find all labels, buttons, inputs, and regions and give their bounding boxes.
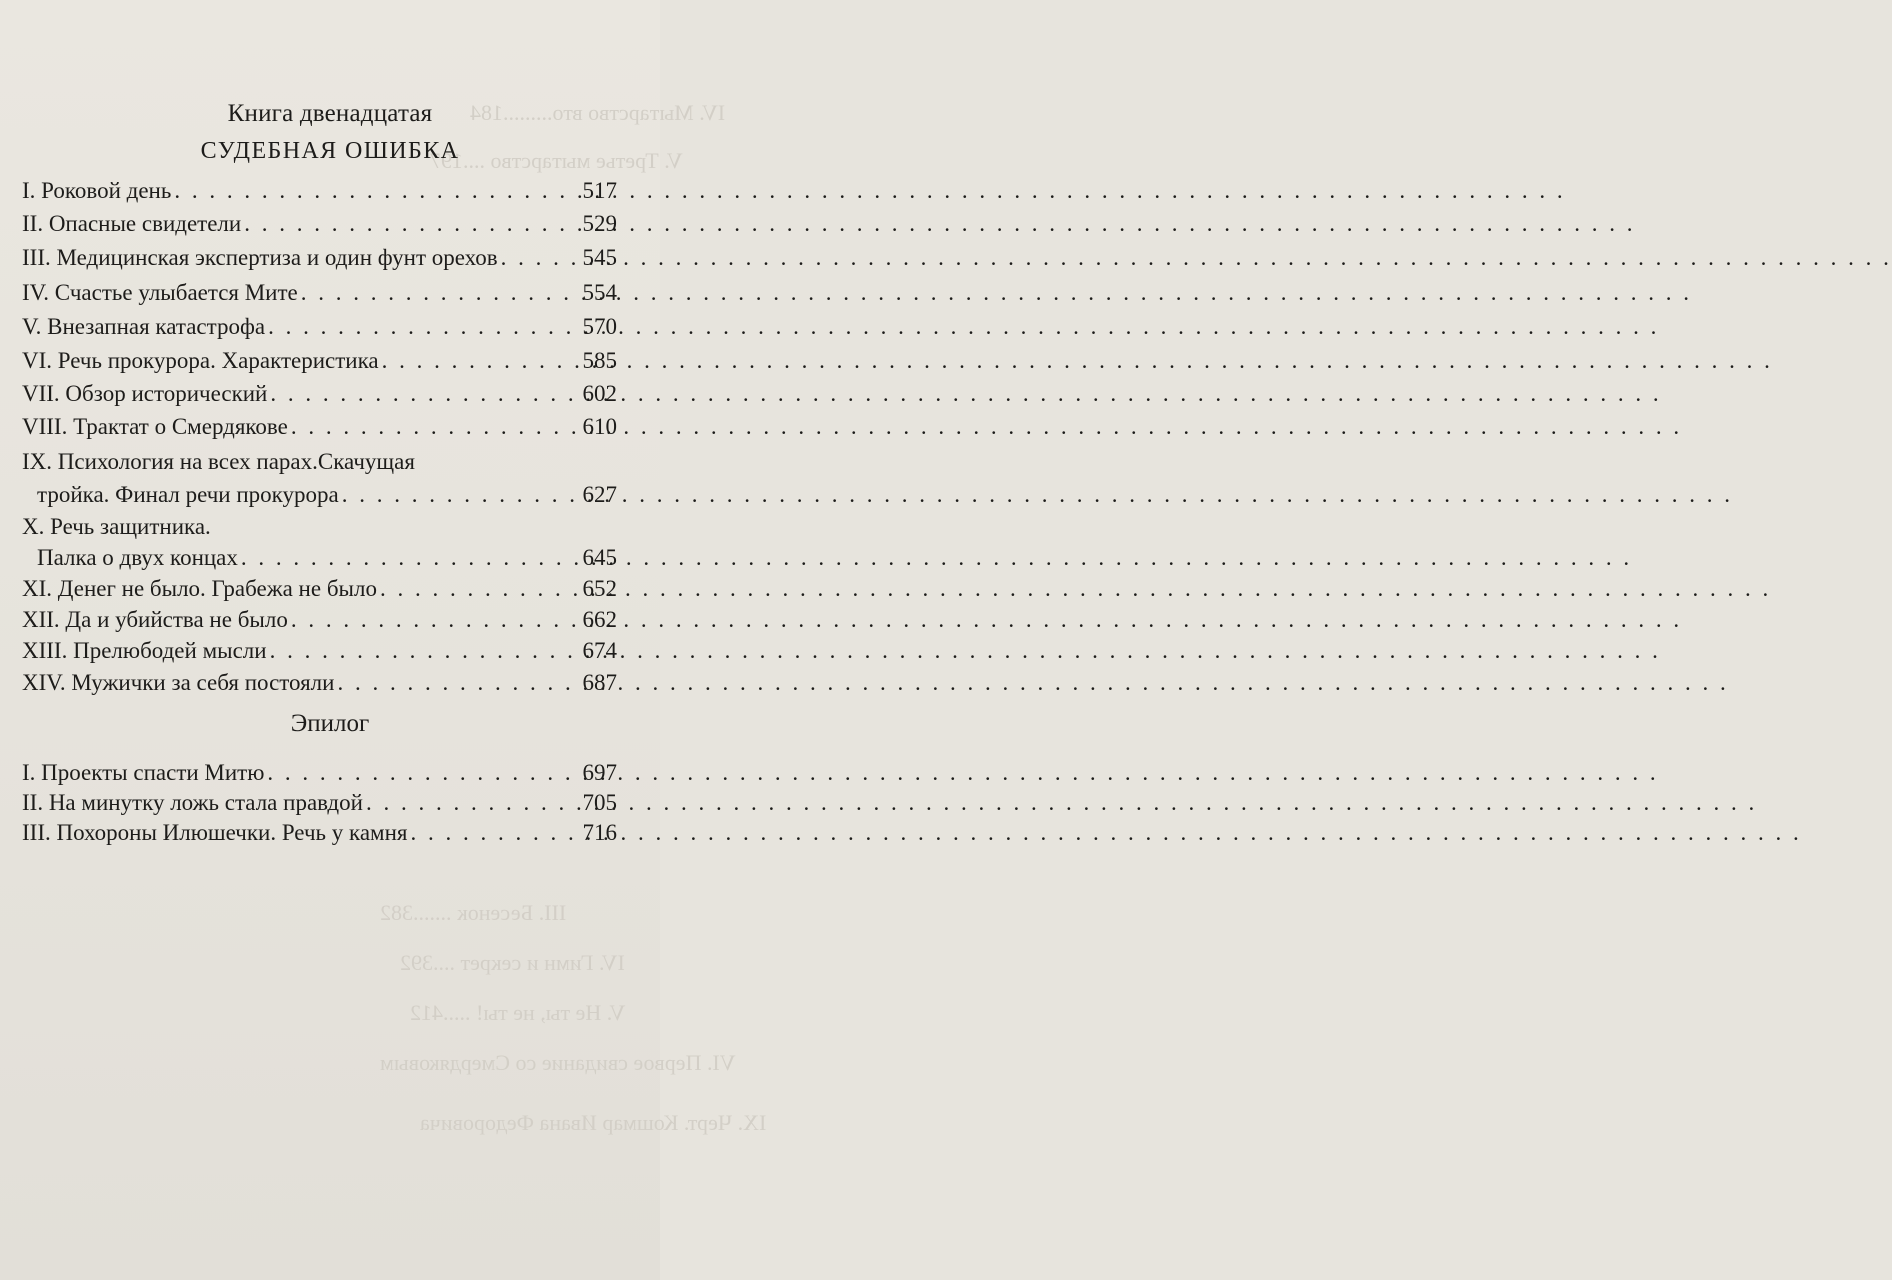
- epilogue-heading: Эпилог: [290, 710, 370, 737]
- toc-entry[interactable]: [37, 482, 617, 514]
- dot-leader: [380, 576, 580, 602]
- toc-entry-label: II. На минутку ложь стала правдой: [22, 790, 363, 815]
- toc-entry-page: 705: [582, 790, 617, 815]
- toc-entry-label: V. Внезапная катастрофа: [22, 314, 266, 339]
- toc-entry-label: XII. Да и убийства не было: [22, 607, 288, 632]
- toc-entry-label: тройка. Финал речи прокурора: [37, 482, 339, 507]
- toc-entry-page: 517: [582, 178, 617, 203]
- toc-entry[interactable]: [22, 381, 617, 413]
- toc-entry-page: 687: [582, 670, 617, 695]
- toc-entry-label: VIII. Трактат о Смердякове: [22, 414, 288, 439]
- toc-entry-page: 627: [582, 482, 617, 507]
- toc-entry-page: 570: [582, 314, 617, 339]
- toc-entry-page: 716: [582, 820, 617, 845]
- dot-leader: [501, 245, 580, 271]
- toc-entry[interactable]: [22, 638, 617, 670]
- toc-entry[interactable]: [22, 414, 617, 446]
- toc-entry-label: VII. Обзор исторический: [22, 381, 268, 406]
- toc-entry-page: 602: [582, 381, 617, 406]
- toc-entry[interactable]: [37, 545, 617, 577]
- book-title: СУДЕБНАЯ ОШИБКА: [200, 138, 460, 164]
- toc-entry-label: XIII. Прелюбодей мысли: [22, 638, 267, 663]
- dot-leader: [366, 790, 580, 816]
- book-page: [0, 0, 767, 1280]
- toc-entry-page: 652: [582, 576, 617, 601]
- toc-entry-label: I. Проекты спасти Митю: [22, 760, 265, 785]
- dot-leader: [410, 820, 579, 846]
- toc-entry-page: 554: [582, 280, 617, 305]
- toc-entry[interactable]: [22, 820, 617, 852]
- toc-entry[interactable]: [22, 790, 617, 822]
- toc-entry-label: XI. Денег не было. Грабежа не было: [22, 576, 377, 601]
- bleed-through-text: V. Третье мытарство ....197: [430, 148, 683, 173]
- toc-entry[interactable]: [22, 314, 617, 346]
- toc-entry[interactable]: [22, 178, 617, 210]
- bleed-through-text: VI. Первое свидание со Смердяковым: [380, 1050, 736, 1075]
- toc-entry-label: IV. Счастье улыбается Мите: [22, 280, 298, 305]
- dot-leader: [268, 314, 579, 340]
- dot-leader: [291, 607, 580, 633]
- dot-leader: [301, 280, 580, 306]
- toc-entry-label: Палка о двух концах: [37, 545, 238, 570]
- toc-entry[interactable]: [22, 348, 617, 380]
- toc-entry[interactable]: [22, 760, 617, 792]
- dot-leader: [382, 348, 580, 374]
- toc-entry[interactable]: [22, 607, 617, 639]
- toc-entry-label: VI. Речь прокурора. Характеристика: [22, 348, 379, 373]
- bleed-through-text: V. Не ты, не ты! .....412: [410, 1000, 626, 1025]
- toc-entry-page: 674: [582, 638, 617, 663]
- toc-entry[interactable]: [22, 670, 617, 702]
- dot-leader: [174, 178, 579, 204]
- toc-entry[interactable]: [22, 211, 617, 243]
- dot-leader: [241, 545, 580, 571]
- toc-entry-page: 662: [582, 607, 617, 632]
- toc-entry-page: 645: [582, 545, 617, 570]
- dot-leader: [342, 482, 580, 508]
- book-heading: Книга двенадцатая: [227, 100, 433, 127]
- toc-entry-label-line[interactable]: IX. Психология на всех парах.Скачущая: [22, 449, 415, 474]
- bleed-through-text: IX. Черт. Кошмар Ивана Федоровича: [420, 1110, 767, 1135]
- dot-leader: [270, 381, 579, 407]
- toc-entry-label: III. Медицинская экспертиза и один фунт орехов: [22, 245, 498, 270]
- dot-leader: [291, 414, 580, 440]
- bleed-through-text: IV. Мытарство вто.........184: [470, 100, 726, 125]
- toc-entry-label-line[interactable]: X. Речь защитника.: [22, 514, 211, 539]
- toc-entry-label: II. Опасные свидетели: [22, 211, 242, 236]
- toc-entry-label: III. Похороны Илюшечки. Речь у камня: [22, 820, 408, 845]
- toc-entry-page: 545: [582, 245, 617, 270]
- toc-entry-label: XIV. Мужички за себя постояли: [22, 670, 335, 695]
- toc-entry-label: I. Роковой день: [22, 178, 172, 203]
- toc-entry-page: 697: [582, 760, 617, 785]
- bleed-through-text: IV. Гимн и секрет ....392: [400, 950, 625, 975]
- dot-leader: [337, 670, 579, 696]
- toc-entry-page: 585: [582, 348, 617, 373]
- dot-leader: [267, 760, 579, 786]
- dot-leader: [244, 211, 579, 237]
- bleed-through-text: III. Бесенок .......382: [380, 900, 567, 925]
- toc-entry-page: 610: [582, 414, 617, 439]
- dot-leader: [270, 638, 580, 664]
- toc-entry[interactable]: [22, 280, 617, 312]
- toc-entry-page: 529: [582, 211, 617, 236]
- toc-entry[interactable]: [22, 245, 617, 277]
- toc-entry[interactable]: [22, 576, 617, 608]
